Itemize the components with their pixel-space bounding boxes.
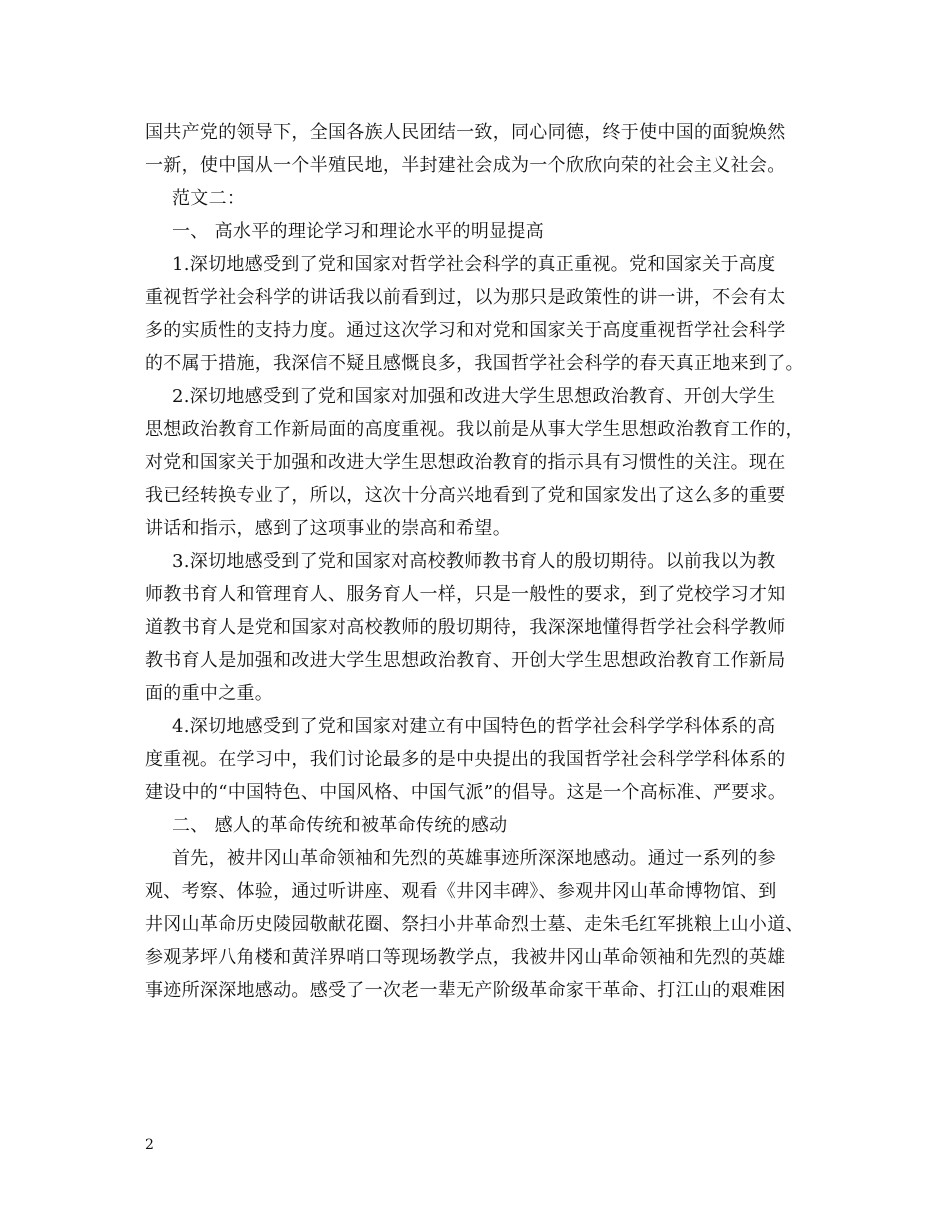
text-line: 教书育人是加强和改进大学生思想政治教育、开创大学生思想政治教育工作新局: [145, 650, 786, 671]
text-line: 井冈山革命历史陵园敬献花圈、祭扫小井革命烈士墓、走朱毛红军挑粮上山小道、: [145, 914, 804, 935]
text-line: 参观茅坪八角楼和黄洋界哨口等现场教学点，我被井冈山革命领袖和先烈的英雄: [145, 947, 786, 968]
text-line: 国共产党的领导下，全国各族人民团结一致，同心同德，终于使中国的面貌焕然: [145, 122, 786, 143]
text-line: 多的实质性的支持力度。通过这次学习和对党和国家关于高度重视哲学社会科学: [145, 320, 786, 341]
text-line: 4.深切地感受到了党和国家对建立有中国特色的哲学社会科学学科体系的高: [172, 716, 776, 737]
text-line: 师教书育人和管理育人、服务育人一样，只是一般性的要求，到了党校学习才知: [145, 584, 786, 605]
text-line: 一、 高水平的理论学习和理论水平的明显提高: [172, 221, 545, 242]
text-line: 道教书育人是党和国家对高校教师的殷切期待，我深深地懂得哲学社会科学教师: [145, 617, 786, 638]
text-line: 2.深切地感受到了党和国家对加强和改进大学生思想政治教育、开创大学生: [172, 386, 776, 407]
text-line: 的不属于措施，我深信不疑且感慨良多，我国哲学社会科学的春天真正地来到了。: [145, 353, 804, 374]
text-line: 面的重中之重。: [145, 683, 274, 704]
text-line: 1.深切地感受到了党和国家对哲学社会科学的真正重视。党和国家关于高度: [172, 254, 776, 275]
text-line: 对党和国家关于加强和改进大学生思想政治教育的指示具有习惯性的关注。现在: [145, 452, 786, 473]
text-line: 观、考察、体验，通过听讲座、观看《井冈丰碑》、参观井冈山革命博物馆、到: [145, 881, 777, 902]
text-line: 度重视。在学习中，我们讨论最多的是中央提出的我国哲学社会科学学科体系的: [145, 749, 786, 770]
text-line: 一新，使中国从一个半殖民地，半封建社会成为一个欣欣向荣的社会主义社会。: [145, 155, 786, 176]
text-line: 讲话和指示，感到了这项事业的崇高和希望。: [145, 518, 511, 539]
text-line: 二、 感人的革命传统和被革命传统的感动: [172, 815, 508, 836]
text-line: 建设中的“中国特色、中国风格、中国气派”的倡导。这是一个高标准、严要求。: [145, 782, 787, 803]
text-line: 首先，被井冈山革命领袖和先烈的英雄事迹所深深地感动。通过一系列的参: [172, 848, 776, 869]
text-line: 3.深切地感受到了党和国家对高校教师教书育人的殷切期待。以前我以为教: [172, 551, 776, 572]
page-number: 2: [145, 1137, 154, 1153]
text-line: 我已经转换专业了，所以，这次十分高兴地看到了党和国家发出了这么多的重要: [145, 485, 786, 506]
body-text: [145, 116, 810, 1007]
text-line: 思想政治教育工作新局面的高度重视。我以前是从事大学生思想政治教育工作的，: [145, 419, 804, 440]
text-line: 重视哲学社会科学的讲话我以前看到过，以为那只是政策性的讲一讲，不会有太: [145, 287, 786, 308]
text-line: 范文二：: [172, 188, 246, 209]
text-line: 事迹所深深地感动。感受了一次老一辈无产阶级革命家干革命、打江山的艰难困: [145, 980, 786, 1001]
